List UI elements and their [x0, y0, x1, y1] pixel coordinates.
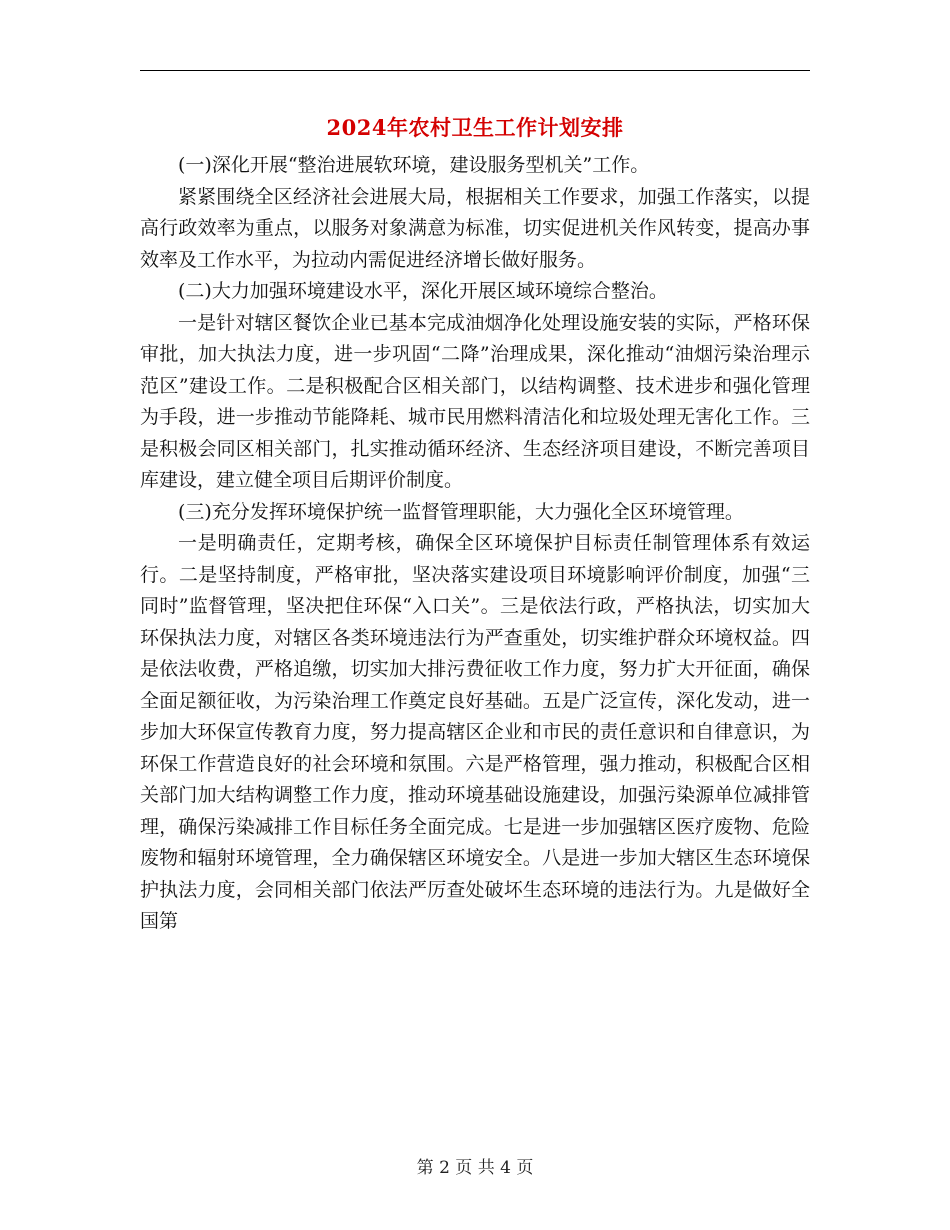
section-heading-1: (一)深化开展“整治进展软环境，建设服务型机关”工作。: [178, 154, 650, 176]
header-rule: [140, 70, 810, 71]
section-heading-2: (二)大力加强环境建设水平，深化开展区域环境综合整治。: [178, 280, 668, 302]
page-number-footer: 第 2 页 共 4 页: [416, 1158, 534, 1178]
document-body: [140, 150, 810, 938]
document-title: 2024年农村卫生工作计划安排: [326, 115, 624, 140]
paragraph: 一是明确责任，定期考核，确保全区环境保护目标责任制管理体系有效运行。二是坚持制度，严格审批，坚决落实建设项目环境影响评价制度，加强“三同时”监督管理，坚决把住环保“入口关”。三是依法行政，严格执法，切实加大环保执法力度，对辖区各类环境违法行为严查重处，切实维护群众环境权益。四是依法收费，严格追缴，切实加大排污费征收工作力度，努力扩大开征面，确保全面足额征收，为污染治理工作奠定良好基础。五是广泛宣传，深化发动，进一步加大环保宣传教育力度，努力提高辖区企业和市民的责任意识和自律意识，为环保工作营造良好的社会环境和氛围。六是严格管理，强力推动，积极配合区相关部门加大结构调整工作力度，推动环境基础设施建设，加强污染源单位减排管理，确保污染减排工作目标任务全面完成。七是进一步加强辖区医疗废物、危险废物和辐射环境管理，全力确保辖区环境安全。八是进一步加大辖区生态环境保护执法力度，会同相关部门依法严厉查处破坏生态环境的违法行为。九是做好全国第: [140, 532, 810, 932]
paragraph: 一是针对辖区餐饮企业已基本完成油烟净化处理设施安装的实际，严格环保审批，加大执法力度，进一步巩固“二降”治理成果，深化推动“油烟污染治理示范区”建设工作。二是积极配合区相关部门，以结构调整、技术进步和强化管理为手段，进一步推动节能降耗、城市民用燃料清洁化和垃圾处理无害化工作。三是积极会同区相关部门，扎实推动循环经济、生态经济项目建设，不断完善项目库建设，建立健全项目后期评价制度。: [140, 311, 810, 491]
paragraph: 紧紧围绕全区经济社会进展大局，根据相关工作要求，加强工作落实，以提高行政效率为重点，以服务对象满意为标准，切实促进机关作风转变，提高办事效率及工作水平，为拉动内需促进经济增长做好服务。: [140, 185, 810, 271]
section-heading-3: (三)充分发挥环境保护统一监督管理职能，大力强化全区环境管理。: [178, 500, 744, 523]
